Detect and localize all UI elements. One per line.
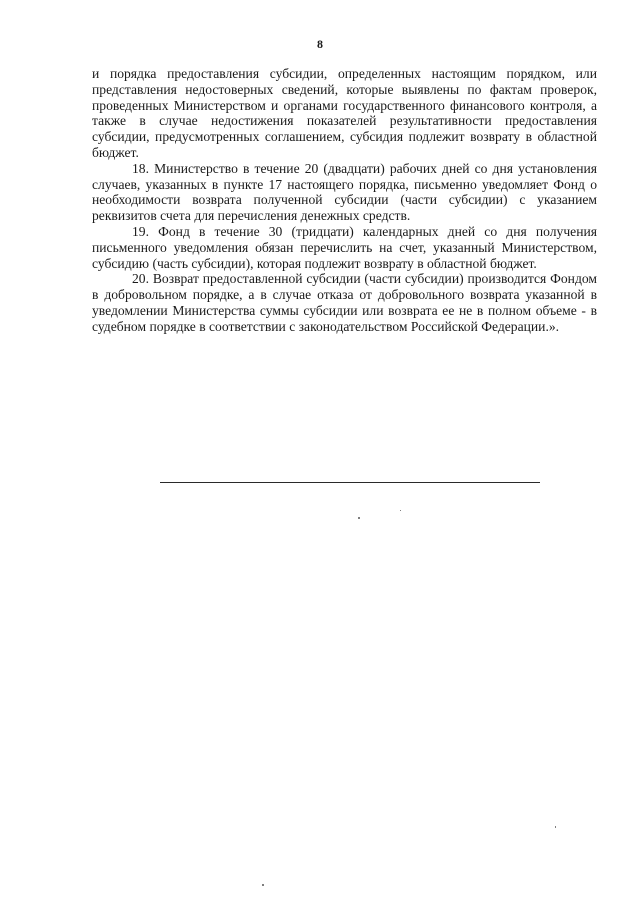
paragraph-continuation: и порядка предоставления субсидии, определенных настоящим порядком, или представления недостоверных сведений, которые выявлены по фактам проверок, проведенных Министерством и органами государственного финансового контроля, а также в случае недостижения показателей результативности предоставления субсидии, предусмотренных соглашением, субсидия подлежит возврату в областной бюджет. bbox=[92, 66, 597, 160]
scan-speck bbox=[358, 517, 360, 519]
paragraph-item-18: 18. Министерство в течение 20 (двадцати) рабочих дней со дня установления случаев, указанных в пункте 17 настоящего порядка, письменно уведомляет Фонд о необходимости возврата полученной субсидии (части субсидии) с указанием реквизитов счета для перечисления денежных средств. bbox=[92, 160, 597, 224]
closing-divider-line bbox=[160, 482, 540, 483]
paragraph-item-20: 20. Возврат предоставленной субсидии (части субсидии) производится Фондом в добровольном порядке, а в случае отказа от добровольного возврата указанной в уведомлении Министерства суммы субсидии или возврата ее не в полном объеме - в судебном порядке в соответствии с законодательством Российской Федерации.». bbox=[92, 271, 597, 334]
scan-speck bbox=[400, 510, 401, 511]
paragraph-item-19: 19. Фонд в течение 30 (тридцати) календарных дней со дня получения письменного уведомления обязан перечислить на счет, указанный Министерством, субсидию (часть субсидии), которая подлежит возврату в областной бюджет. bbox=[92, 223, 597, 271]
page-number: 8 bbox=[317, 37, 323, 51]
scan-speck bbox=[262, 884, 264, 886]
document-body bbox=[92, 66, 597, 335]
scan-speck bbox=[555, 826, 556, 828]
